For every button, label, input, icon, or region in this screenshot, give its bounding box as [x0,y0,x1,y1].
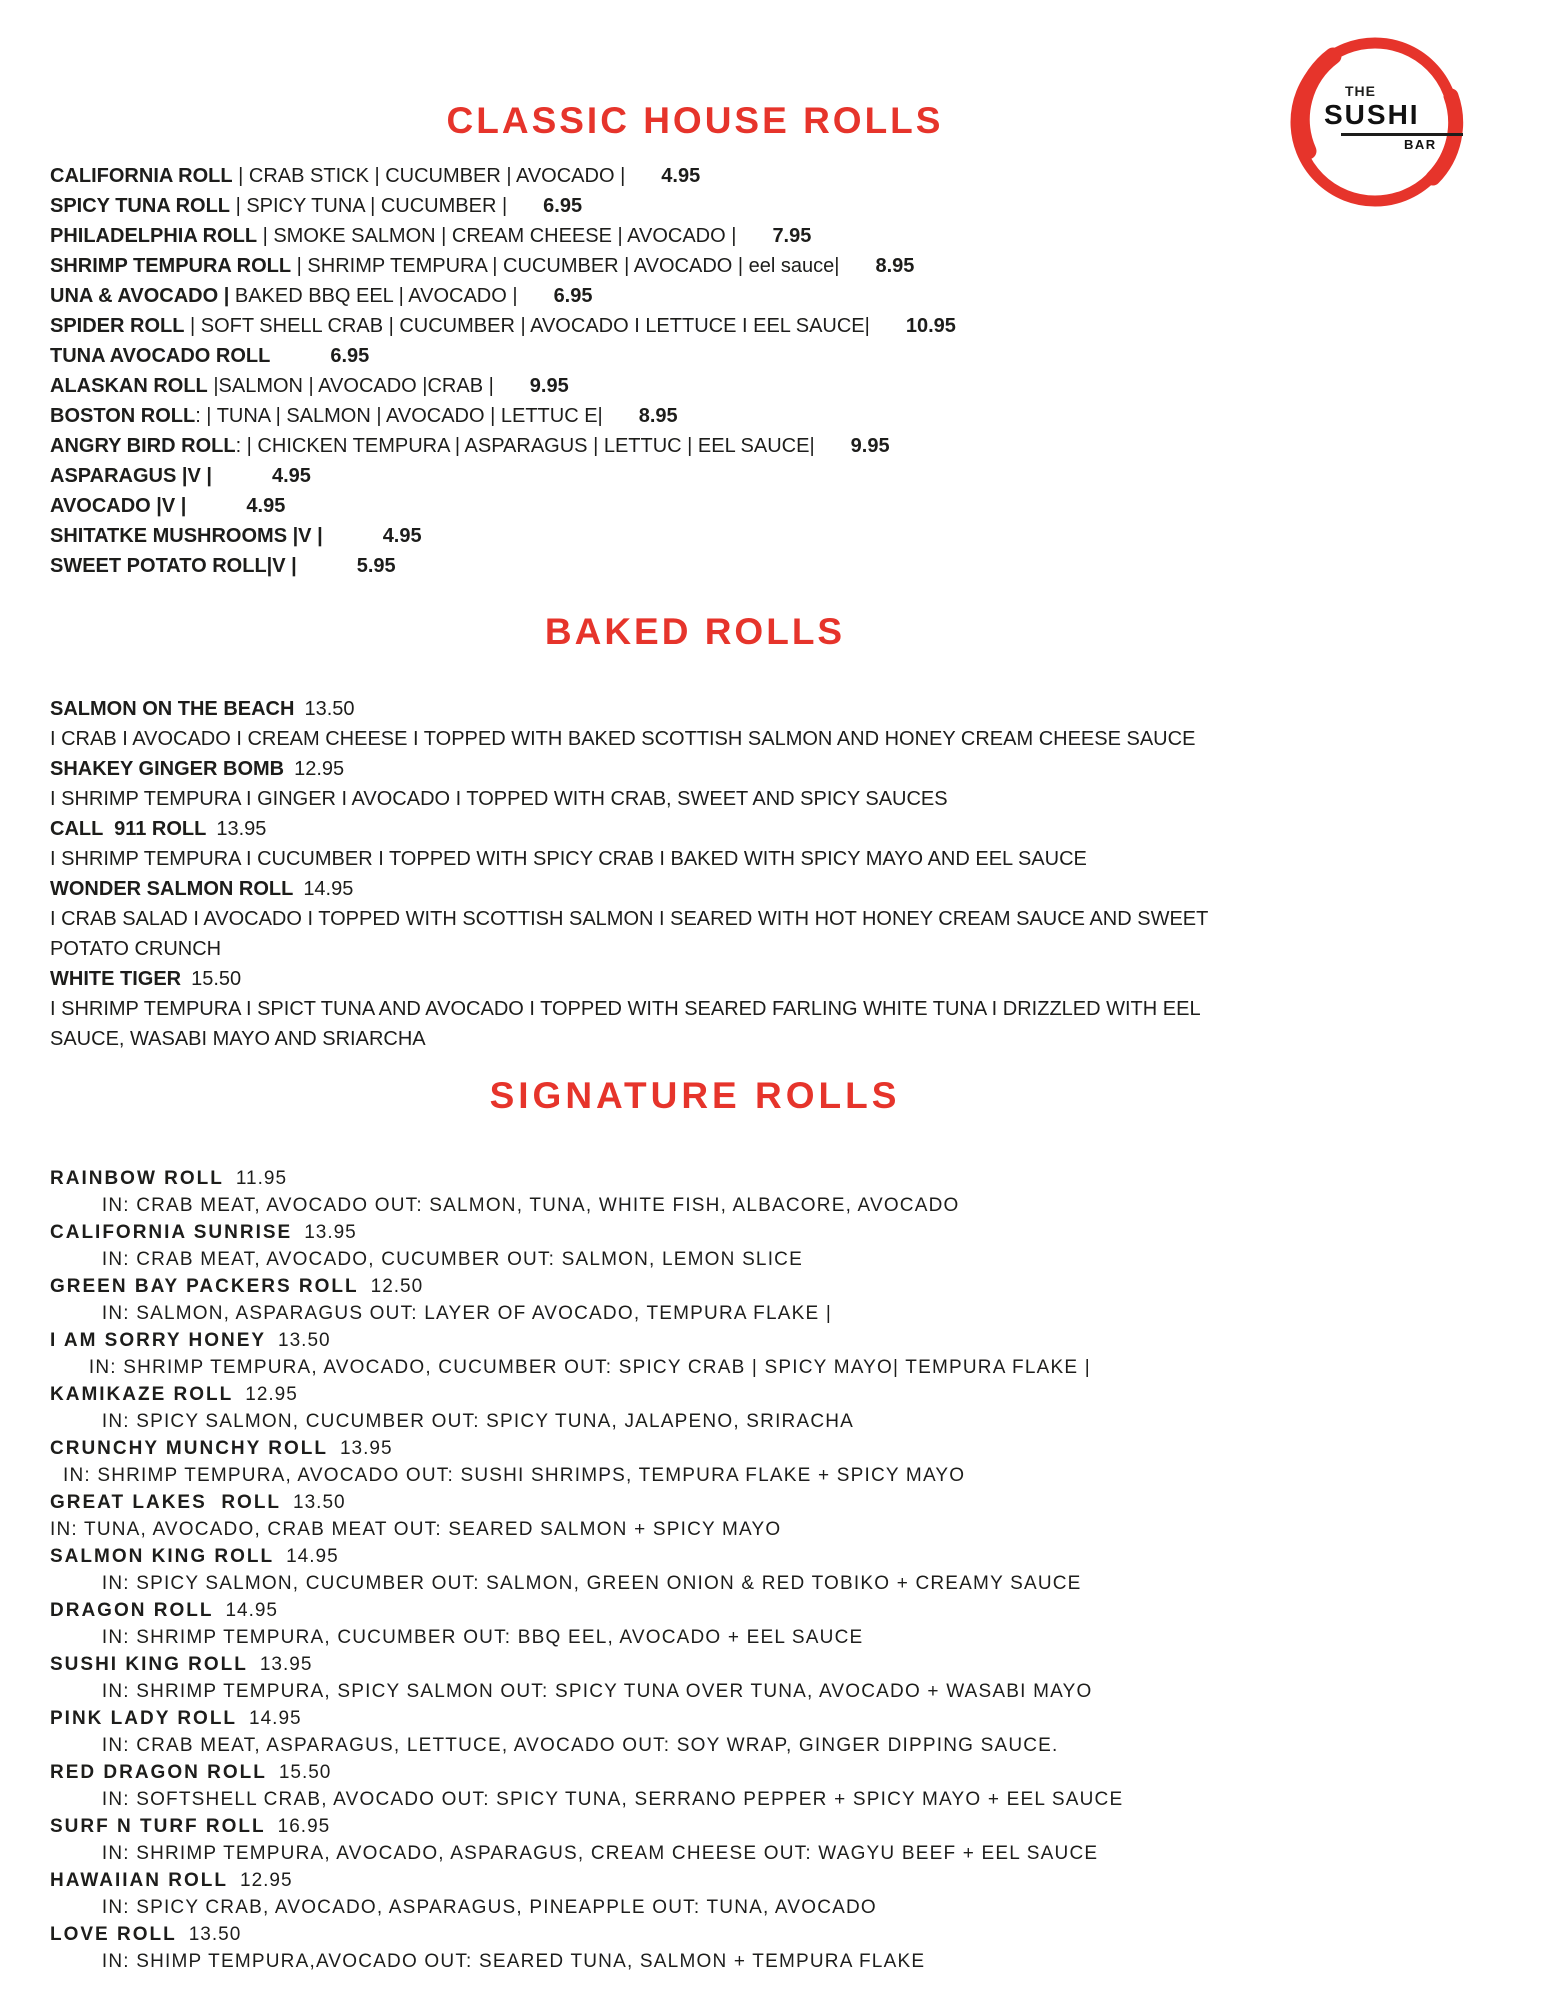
item-name-line [50,1705,1340,1732]
item-ingredients: : | TUNA | SALMON | AVOCADO | LETTUC E| [195,404,603,427]
item-name: ANGRY BIRD ROLL [50,434,236,457]
item-description: I SHRIMP TEMPURA I SPICT TUNA AND AVOCADO I TOPPED WITH SEARED FARLING WHITE TUNA I DRIZZLED WITH EEL SAUCE, WASABI MAYO AND SRIARCHA [50,998,1206,1051]
menu-content [50,0,1340,1975]
item-name: GREEN BAY PACKERS ROLL [50,1275,359,1297]
item-name-line [50,874,1340,904]
item-name-line [50,1651,1340,1678]
item-price: 16.95 [277,1815,331,1837]
item-price: 13.95 [304,1221,357,1243]
item-ingredients: | SHRIMP TEMPURA | CUCUMBER | AVOCADO | eel sauce| [291,254,840,277]
item-ingredients: | CRAB STICK | CUCUMBER | AVOCADO | [232,164,626,187]
item-name: RAINBOW ROLL [50,1167,224,1189]
menu-item [50,1543,1340,1597]
item-name: SALMON ON THE BEACH [50,698,295,721]
menu-item [50,1651,1340,1705]
menu-item [50,1489,1340,1543]
item-name: SPIDER ROLL [50,314,185,337]
item-price: 14.95 [303,878,354,901]
menu-item [50,1867,1340,1921]
item-description: IN: SALMON, ASPARAGUS OUT: LAYER OF AVOCADO, TEMPURA FLAKE | [50,1302,832,1324]
item-name: DRAGON ROLL [50,1599,214,1621]
item-name: I AM SORRY HONEY [50,1329,267,1351]
baked-rolls-title: BAKED ROLLS [544,610,846,652]
item-ingredients: | SOFT SHELL CRAB | CUCUMBER | AVOCADO I LETTUCE I EEL SAUCE| [184,314,870,337]
menu-item [50,1813,1340,1867]
item-ingredients: |SALMON | AVOCADO |CRAB | [207,374,494,397]
item-description: IN: SPICY SALMON, CUCUMBER OUT: SALMON, GREEN ONION & RED TOBIKO + CREAMY SAUCE [50,1572,1082,1594]
item-price: 13.50 [293,1491,346,1513]
menu-item-row [50,401,1340,431]
section-classic-house-rolls [50,0,1340,581]
item-price: 4.95 [271,464,311,487]
item-name-line [50,1165,1340,1192]
item-name-line [50,1543,1340,1570]
item-price: 15.50 [278,1761,332,1783]
item-name: ASPARAGUS |V | [50,464,212,487]
item-name-line [50,1219,1340,1246]
section-signature-rolls [50,1075,1340,1975]
item-price: 10.95 [905,314,956,337]
menu-item-row [50,431,1340,461]
menu-item [50,754,1340,814]
item-price: 9.95 [529,374,569,397]
item-name-line [50,1921,1340,1948]
item-description: I SHRIMP TEMPURA I CUCUMBER I TOPPED WITH SPICY CRAB I BAKED WITH SPICY MAYO AND EEL SAUCE [50,848,1087,871]
item-description: IN: SPICY SALMON, CUCUMBER OUT: SPICY TUNA, JALAPENO, SRIRACHA [50,1410,855,1432]
item-ingredients: | SMOKE SALMON | CREAM CHEESE | AVOCADO | [257,224,737,247]
menu-item-row [50,551,1340,581]
item-price: 12.50 [370,1275,424,1297]
item-name: PHILADELPHIA ROLL [50,224,258,247]
item-ingredients: : | CHICKEN TEMPURA | ASPARAGUS | LETTUC | EEL SAUCE| [235,434,815,457]
item-name: SURF N TURF ROLL [50,1815,266,1837]
menu-item [50,694,1340,754]
item-name: WONDER SALMON ROLL [50,878,294,901]
item-price: 12.95 [245,1383,298,1405]
item-name-line [50,1489,1340,1516]
item-price: 6.95 [553,284,593,307]
item-name-line [50,814,1340,844]
item-price: 13.50 [188,1923,242,1945]
menu-item-row [50,341,1340,371]
item-price: 6.95 [330,344,370,367]
item-name-line [50,1327,1340,1354]
item-description: IN: SHIMP TEMPURA,AVOCADO OUT: SEARED TUNA, SALMON + TEMPURA FLAKE [50,1950,926,1972]
item-price: 15.50 [191,968,242,991]
item-name: TUNA AVOCADO ROLL [50,344,271,367]
menu-item [50,814,1340,874]
item-name: SHAKEY GINGER BOMB [50,758,285,781]
item-name-line [50,1813,1340,1840]
item-price: 11.95 [235,1167,288,1189]
item-name-line [50,754,1340,784]
item-name: CALL 911 ROLL [50,818,207,841]
item-price: 14.95 [249,1707,302,1729]
item-price: 4.95 [246,494,286,517]
item-name-line [50,964,1340,994]
menu-item-row [50,371,1340,401]
item-name: SUSHI KING ROLL [50,1653,248,1675]
menu-item [50,964,1340,1054]
logo-text-sushi: SUSHI [1324,99,1420,130]
item-description: IN: SOFTSHELL CRAB, AVOCADO OUT: SPICY TUNA, SERRANO PEPPER + SPICY MAYO + EEL SAUCE [50,1788,1124,1810]
menu-item [50,1435,1340,1489]
item-name: HAWAIIAN ROLL [50,1869,228,1891]
item-price: 12.95 [240,1869,293,1891]
menu-item-row [50,191,1340,221]
classic-house-rolls-list [50,161,1340,581]
signature-rolls-title: SIGNATURE ROLLS [489,1075,901,1117]
menu-item-row [50,161,1340,191]
item-name: PINK LADY ROLL [50,1707,238,1729]
menu-item-row [50,491,1340,521]
menu-item [50,1381,1340,1435]
item-name: CALIFORNIA SUNRISE [50,1221,293,1243]
item-name: SALMON KING ROLL [50,1545,275,1567]
menu-item [50,1219,1340,1273]
item-name: ALASKAN ROLL [50,374,208,397]
baked-rolls-list [50,694,1340,1054]
item-price: 14.95 [286,1545,339,1567]
item-description: IN: SHRIMP TEMPURA, AVOCADO, ASPARAGUS, CREAM CHEESE OUT: WAGYU BEEF + EEL SAUCE [50,1842,1099,1864]
item-description: IN: SHRIMP TEMPURA, CUCUMBER OUT: BBQ EEL, AVOCADO + EEL SAUCE [50,1626,864,1648]
item-price: 4.95 [661,164,701,187]
item-ingredients: | SPICY TUNA | CUCUMBER | [230,194,508,217]
menu-item [50,1759,1340,1813]
item-name-line [50,1759,1340,1786]
menu-item-row [50,311,1340,341]
menu-item [50,1327,1340,1381]
item-name: WHITE TIGER [50,968,182,991]
item-name: BOSTON ROLL [50,404,196,427]
item-description: I SHRIMP TEMPURA I GINGER I AVOCADO I TOPPED WITH CRAB, SWEET AND SPICY SAUCES [50,788,948,811]
classic-house-rolls-title: CLASSIC HOUSE ROLLS [446,100,944,141]
item-description: I CRAB I AVOCADO I CREAM CHEESE I TOPPED WITH BAKED SCOTTISH SALMON AND HONEY CREAM CHEESE SAUCE [50,728,1196,751]
item-price: 8.95 [638,404,678,427]
item-price: 7.95 [772,224,812,247]
logo-text-the: THE [1345,83,1376,99]
menu-item [50,1273,1340,1327]
item-name: SHRIMP TEMPURA ROLL [50,254,292,277]
item-description: IN: CRAB MEAT, AVOCADO OUT: SALMON, TUNA, WHITE FISH, ALBACORE, AVOCADO [50,1194,960,1216]
item-price: 13.50 [278,1329,331,1351]
menu-item-row [50,521,1340,551]
item-price: 8.95 [875,254,915,277]
item-name: GREAT LAKES ROLL [50,1491,282,1513]
item-price: 12.95 [294,758,345,781]
item-description: IN: CRAB MEAT, AVOCADO, CUCUMBER OUT: SALMON, LEMON SLICE [50,1248,803,1270]
item-name: SPICY TUNA ROLL [50,194,231,217]
item-name: UNA & AVOCADO | [50,284,230,307]
menu-item-row [50,461,1340,491]
item-description: IN: SHRIMP TEMPURA, AVOCADO, CUCUMBER OUT: SPICY CRAB | SPICY MAYO| TEMPURA FLAKE | [50,1356,1091,1378]
item-description: IN: SPICY CRAB, AVOCADO, ASPARAGUS, PINEAPPLE OUT: TUNA, AVOCADO [50,1896,877,1918]
item-name: RED DRAGON ROLL [50,1761,267,1783]
item-name-line [50,1381,1340,1408]
item-name-line [50,1273,1340,1300]
signature-rolls-list [50,1165,1340,1975]
item-price: 9.95 [850,434,890,457]
item-ingredients: BAKED BBQ EEL | AVOCADO | [229,284,518,307]
logo-text-bar: BAR [1404,137,1437,152]
item-description: IN: SHRIMP TEMPURA, SPICY SALMON OUT: SPICY TUNA OVER TUNA, AVOCADO + WASABI MAYO [50,1680,1093,1702]
item-name: SHITATKE MUSHROOMS |V | [50,524,323,547]
menu-item [50,1705,1340,1759]
item-name: SWEET POTATO ROLL|V | [50,554,297,577]
menu-item [50,874,1340,964]
logo-underline [1341,133,1463,136]
menu-item-row [50,221,1340,251]
item-name: CALIFORNIA ROLL [50,164,233,187]
menu-item [50,1921,1340,1975]
item-name: AVOCADO |V | [50,494,187,517]
item-name-line [50,1597,1340,1624]
item-description: IN: SHRIMP TEMPURA, AVOCADO OUT: SUSHI SHRIMPS, TEMPURA FLAKE + SPICY MAYO [50,1464,966,1486]
item-price: 6.95 [543,194,583,217]
item-price: 14.95 [225,1599,278,1621]
menu-item [50,1165,1340,1219]
item-name: CRUNCHY MUNCHY ROLL [50,1437,328,1459]
menu-item-row [50,281,1340,311]
item-price: 13.50 [304,698,355,721]
item-name-line [50,1867,1340,1894]
item-price: 5.95 [356,554,396,577]
item-description: I CRAB SALAD I AVOCADO I TOPPED WITH SCOTTISH SALMON I SEARED WITH HOT HONEY CREAM SAUCE AND SWEET POTATO CRUNCH [50,908,1214,961]
item-name: KAMIKAZE ROLL [50,1383,234,1405]
section-baked-rolls [50,611,1340,1055]
item-description: IN: TUNA, AVOCADO, CRAB MEAT OUT: SEARED SALMON + SPICY MAYO [50,1518,782,1540]
item-description: IN: CRAB MEAT, ASPARAGUS, LETTUCE, AVOCADO OUT: SOY WRAP, GINGER DIPPING SAUCE. [50,1734,1059,1756]
item-price: 4.95 [382,524,422,547]
item-price: 13.95 [216,818,267,841]
item-name-line [50,694,1340,724]
item-name-line [50,1435,1340,1462]
item-name: LOVE ROLL [50,1923,177,1945]
menu-item [50,1597,1340,1651]
menu-item-row [50,251,1340,281]
item-price: 13.95 [259,1653,313,1675]
item-price: 13.95 [339,1437,393,1459]
